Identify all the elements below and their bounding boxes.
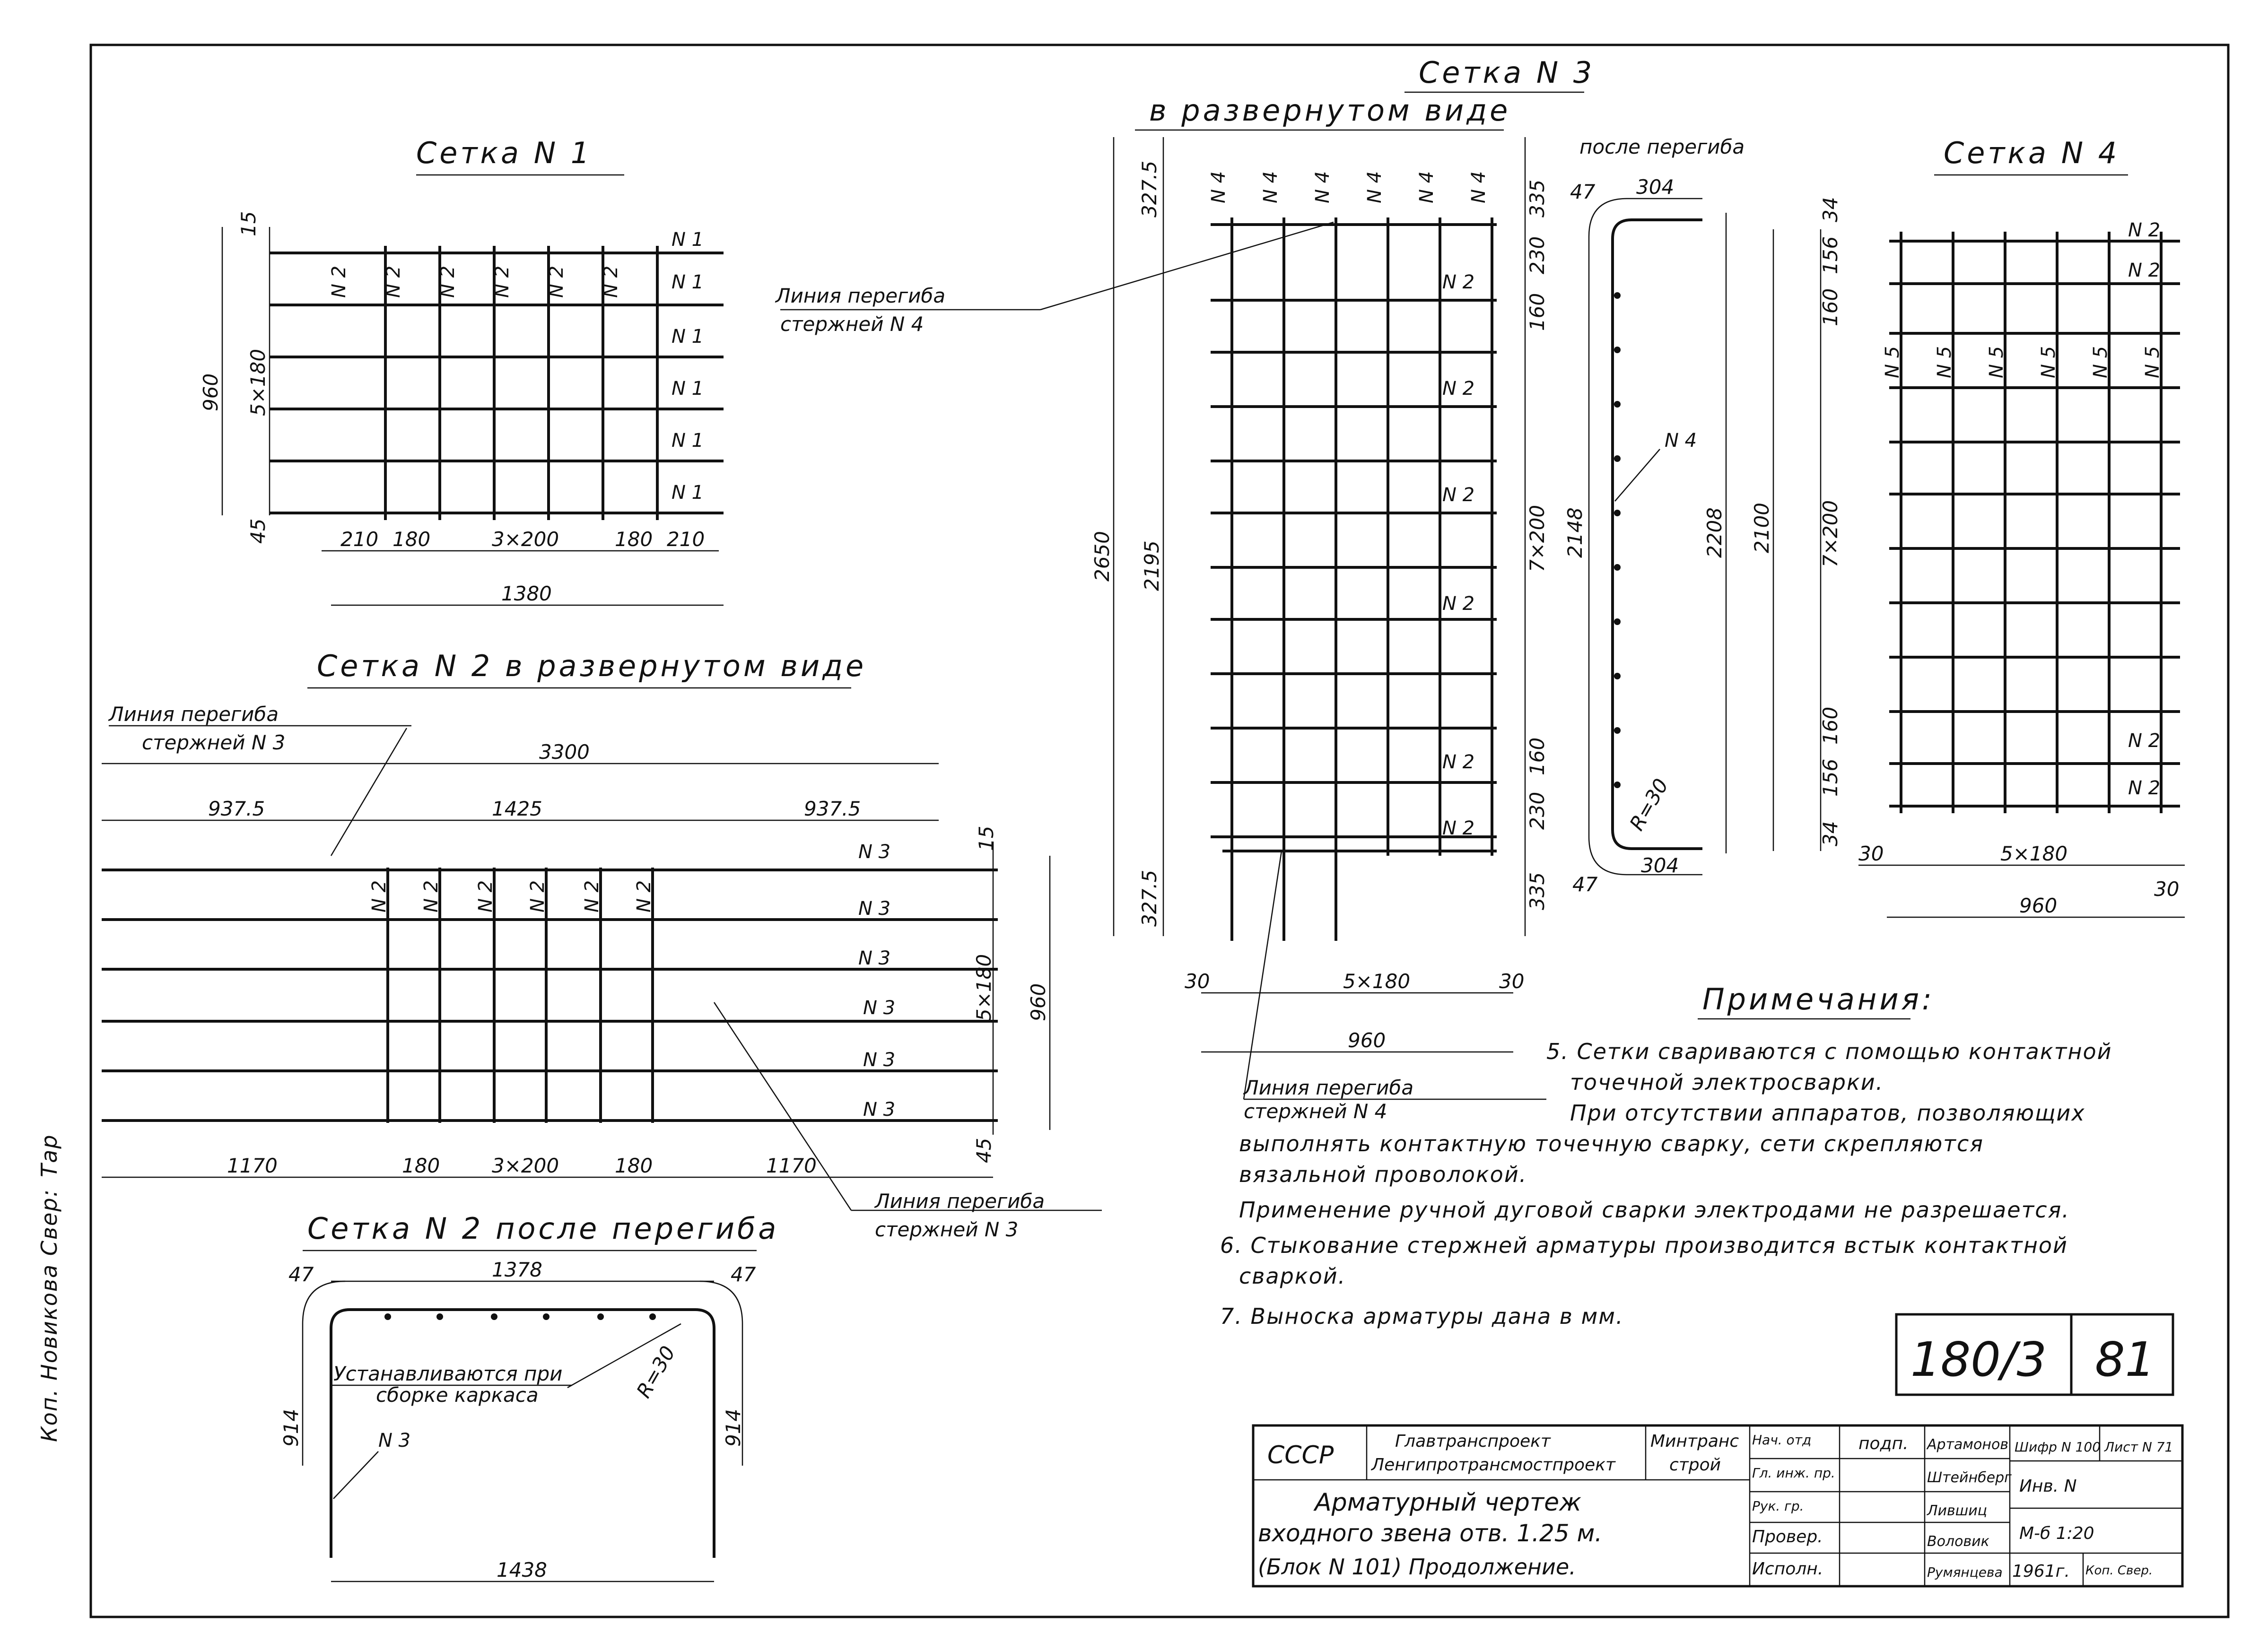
mesh-3-mark-h6: N 2 <box>1442 817 1475 839</box>
mesh-3-mark-t3: N 4 <box>1312 171 1334 203</box>
mesh-2-bend-leader-2 <box>714 1002 851 1210</box>
mesh-2-mark-h6: N 3 <box>863 1099 896 1121</box>
tb-inv-label: Инв. N <box>2019 1477 2077 1496</box>
mesh-4-title: Сетка N 4 <box>1944 136 2120 170</box>
mesh-2-mark-h4: N 3 <box>863 997 896 1019</box>
mesh-1-dim-b4: 180 <box>615 528 653 551</box>
mesh-3-mark-h2: N 2 <box>1442 378 1475 400</box>
mesh-4-mark-v5: N 5 <box>2090 346 2111 378</box>
signature-mark: Тар <box>36 1134 62 1177</box>
mesh-2-mark-h2: N 3 <box>858 898 891 920</box>
mesh-3 <box>775 55 1745 1123</box>
mesh-2-bent-title: Сетка N 2 после перегиба <box>307 1211 779 1246</box>
tb-title-1: Арматурный чертеж <box>1315 1488 1581 1517</box>
tb-year: 1961г. <box>2012 1562 2070 1581</box>
tb-title-2: входного звена отв. 1.25 м. <box>1258 1520 1603 1547</box>
mesh-2-mark-v6: N 2 <box>633 880 655 912</box>
tb-ministry-2: строй <box>1669 1455 1721 1475</box>
mesh-3-subtitle-unfolded: в развернутом виде <box>1149 93 1511 128</box>
note-line-9: 7. Выноска арматуры дана в мм. <box>1220 1303 1624 1329</box>
tb-country: СССР <box>1267 1441 1334 1469</box>
mesh-4-dim-b1: 30 <box>1858 842 1884 865</box>
mesh-3-dim-r1: 335 <box>1526 179 1549 217</box>
mesh-1-mark-h2: N 1 <box>672 271 704 293</box>
tb-scale: М-б 1:20 <box>2019 1524 2094 1543</box>
mesh-2-dim-total: 3300 <box>539 740 590 764</box>
mesh-3-dim-l3: 327.5 <box>1138 869 1161 927</box>
mesh-1-dim-b1: 210 <box>340 528 379 551</box>
side-label-text: Коп. Новикова Свер: <box>36 1189 62 1442</box>
mesh-2-bent-dim-r-left: 47 <box>288 1263 314 1286</box>
mesh-2-bent-dim-right-text: 914 <box>722 1408 745 1447</box>
mesh-1-mark-h1: N 1 <box>672 229 704 251</box>
mesh-4-mark-v1: N 5 <box>1882 346 1903 378</box>
mesh-3-bend-label2-1: Линия перегиба <box>1244 1076 1414 1099</box>
mesh-2-dim-b1: 1170 <box>227 1154 278 1177</box>
mesh-2-weld-dot <box>543 1313 550 1320</box>
mesh-2-mark-h3: N 3 <box>858 947 891 969</box>
mesh-3-dim-width: 960 <box>1348 1029 1386 1052</box>
mesh-3-dim-r2: 230 <box>1526 236 1549 274</box>
mesh-2-bend-label2-1: Линия перегиба <box>875 1190 1045 1213</box>
mesh-3-bent-height-left: 2148 <box>1563 507 1587 558</box>
mesh-4-mark-v3: N 5 <box>1986 346 2007 378</box>
mesh-2-weld-dot <box>384 1313 391 1320</box>
tb-sign-col: подп. <box>1858 1434 1909 1453</box>
mesh-3-dim-r5: 160 <box>1526 737 1549 775</box>
mesh-2-bent-note-2: сборке каркаса <box>376 1383 539 1407</box>
tb-role-4: Провер. <box>1752 1527 1823 1546</box>
mesh-3-dim-l1: 327.5 <box>1138 160 1161 217</box>
note-line-3: При отсутствии аппаратов, позволяющих <box>1570 1100 2085 1126</box>
mesh-4-mark-h3: N 2 <box>2128 730 2161 752</box>
mesh-3-dim-b2: 5×180 <box>1343 970 1411 993</box>
mesh-3-bend-label2-2: стержней N 4 <box>1244 1100 1387 1123</box>
mesh-3-weld-dot <box>1614 292 1621 299</box>
mesh-3-mark-t1: N 4 <box>1208 171 1230 203</box>
mesh-3-dim-r4: 7×200 <box>1526 504 1549 572</box>
mesh-4-dim-l5: 160 <box>1819 706 1842 745</box>
mesh-1-mark-h6: N 1 <box>672 482 704 504</box>
mesh-1-title: Сетка N 1 <box>416 136 593 170</box>
mesh-1-dim-b3: 3×200 <box>492 528 559 551</box>
mesh-2-dim-b3: 3×200 <box>492 1154 559 1177</box>
mesh-3-bent-dim-outline <box>1589 199 1702 875</box>
mesh-4-dim-b3: 30 <box>2154 877 2180 901</box>
mesh-3-bent-weld-dots <box>1614 292 1621 788</box>
mesh-3-mark-h3: N 2 <box>1442 484 1475 506</box>
side-label <box>36 1134 62 1442</box>
mesh-4-dim-l2: 156 <box>1819 236 1842 274</box>
mesh-4-vertical-bars <box>1901 232 2161 813</box>
mesh-3-bend-leader2 <box>1244 851 1282 1099</box>
tb-org-2: Ленгипротрансмостпроект <box>1371 1455 1615 1475</box>
mesh-2-mark-v4: N 2 <box>527 880 549 912</box>
mesh-4-mark-v2: N 5 <box>1934 346 1955 378</box>
mesh-3-mark-t2: N 4 <box>1260 171 1282 203</box>
mesh-2-bend-leader <box>331 728 407 856</box>
mesh-3-bent-dim-top: 304 <box>1636 175 1675 199</box>
mesh-3-mark-t4: N 4 <box>1364 171 1386 203</box>
note-line-5: вязальной проволокой. <box>1239 1162 1527 1187</box>
mesh-3-mark-h5: N 2 <box>1442 751 1475 773</box>
tb-org-1: Главтранспроект <box>1395 1432 1551 1451</box>
mesh-3-weld-dot <box>1614 673 1621 679</box>
mesh-1-mark-h5: N 1 <box>672 430 704 452</box>
mesh-2-weld-dot <box>491 1313 497 1320</box>
mesh-3-title: Сетка N 3 <box>1419 55 1595 90</box>
mesh-1-mark-v1: N 2 <box>328 265 350 298</box>
mesh-2-weld-dot <box>597 1313 604 1320</box>
mesh-3-weld-dot <box>1614 347 1621 353</box>
title-block <box>1253 1425 2182 1586</box>
mesh-3-dim-b1: 30 <box>1185 970 1210 993</box>
mesh-3-bent-bar-leader <box>1615 449 1660 501</box>
mesh-3-bent-dim-r-top: 47 <box>1570 180 1596 203</box>
sheet-number-stamp <box>1896 1314 2173 1395</box>
mesh-3-weld-dot <box>1614 782 1621 788</box>
mesh-2-mark-v2: N 2 <box>420 880 442 912</box>
mesh-3-weld-dot <box>1614 510 1621 516</box>
note-line-1: 5. Сетки свариваются с помощью контактной <box>1546 1039 2112 1064</box>
tb-ministry-1: Минтранс <box>1650 1432 1739 1451</box>
note-line-8: сваркой. <box>1239 1263 1346 1289</box>
mesh-3-dim-r3: 160 <box>1526 293 1549 331</box>
mesh-2-bent-bar-mark: N 3 <box>378 1430 411 1451</box>
mesh-4-dim-l3: 160 <box>1819 288 1842 326</box>
mesh-3-mark-h1: N 2 <box>1442 271 1475 293</box>
tb-name-3: Лившиц <box>1927 1503 1988 1519</box>
tb-role-3: Рук. гр. <box>1752 1498 1804 1514</box>
stamp-number-left: 180/3 <box>1910 1332 2047 1387</box>
mesh-4-mark-h1: N 2 <box>2128 219 2161 241</box>
mesh-4-horizontal-bars <box>1889 241 2180 806</box>
mesh-3-weld-dot <box>1614 564 1621 571</box>
mesh-2-mark-h5: N 3 <box>863 1049 896 1071</box>
mesh-3-mark-h4: N 2 <box>1442 593 1475 615</box>
mesh-2-bent-dim-left-text: 914 <box>279 1408 303 1447</box>
mesh-1-mark-h3: N 1 <box>672 326 704 348</box>
mesh-2-bend-label-2: стержней N 3 <box>142 731 286 754</box>
mesh-3-subtitle-bent: после перегиба <box>1579 135 1745 158</box>
mesh-1-mark-h4: N 1 <box>672 378 704 400</box>
mesh-4-dim-l1: 34 <box>1819 197 1842 222</box>
mesh-3-bent-bar <box>1613 220 1702 849</box>
stamp-number-right: 81 <box>2095 1332 2155 1387</box>
mesh-3-weld-dot <box>1614 727 1621 734</box>
mesh-2-mark-h1: N 3 <box>858 841 891 863</box>
mesh-2-dim-r1: 15 <box>975 825 998 851</box>
tb-role-2: Гл. инж. пр. <box>1752 1465 1835 1481</box>
mesh-4-dim-b2: 5×180 <box>2000 842 2068 865</box>
mesh-1-dim-l2: 5×180 <box>246 348 270 416</box>
mesh-2-bend-label-1: Линия перегиба <box>109 703 279 726</box>
mesh-1-mark-v5: N 2 <box>546 265 567 298</box>
mesh-1-mark-v3: N 2 <box>437 265 459 298</box>
mesh-3-dim-l2: 2195 <box>1140 540 1163 591</box>
mesh-3-bend-label-2: стержней N 4 <box>780 313 924 336</box>
mesh-4-mark-v4: N 5 <box>2038 346 2059 378</box>
mesh-4-mark-h2: N 2 <box>2128 260 2161 281</box>
mesh-1-mark-v2: N 2 <box>383 265 404 298</box>
mesh-2-dim-b2: 180 <box>402 1154 440 1177</box>
mesh-2-bend-label2-2: стержней N 3 <box>875 1218 1019 1241</box>
mesh-2-unfolded <box>102 649 1102 1241</box>
mesh-2-bent-radius: R=30 <box>632 1342 680 1402</box>
mesh-2-mark-v1: N 2 <box>368 880 390 912</box>
mesh-3-bent-dim-bottom: 304 <box>1641 854 1679 877</box>
mesh-2-mark-v5: N 2 <box>581 880 603 912</box>
mesh-1-dim-l1: 15 <box>237 211 260 236</box>
tb-name-2: Штейнберг <box>1927 1469 2012 1486</box>
mesh-4-dim-l4: 7×200 <box>1819 500 1842 567</box>
mesh-4-dim-width: 960 <box>2019 894 2058 917</box>
mesh-3-bend-label-1: Линия перегиба <box>776 284 946 307</box>
mesh-1 <box>199 136 724 605</box>
mesh-2-bent-note-1: Устанавливаются при <box>333 1362 563 1385</box>
mesh-1-dim-height: 960 <box>199 373 222 411</box>
tb-code-label: Шифр N 100 <box>2015 1439 2101 1455</box>
mesh-2-bent-dim-top-text: 1378 <box>492 1258 542 1281</box>
note-line-7: 6. Стыкование стержней арматуры производится встык контактной <box>1220 1233 2068 1258</box>
tb-copy-check: Коп. Свер. <box>2085 1564 2153 1578</box>
mesh-1-dim-b2: 180 <box>393 528 431 551</box>
mesh-3-bent-height-right: 2208 <box>1703 507 1726 558</box>
mesh-3-weld-dot <box>1614 455 1621 462</box>
mesh-4-dim-l7: 34 <box>1819 821 1842 846</box>
tb-name-5: Румянцева <box>1927 1564 2003 1580</box>
mesh-2-weld-dot <box>649 1313 656 1320</box>
mesh-4 <box>1750 136 2185 917</box>
mesh-2-bent-dim-bottom-text: 1438 <box>497 1558 547 1581</box>
mesh-3-bent-bar-mark: N 4 <box>1665 430 1697 452</box>
mesh-3-mark-t5: N 4 <box>1416 171 1438 203</box>
mesh-1-mark-v6: N 2 <box>600 265 622 298</box>
tb-name-1: Артамонов <box>1927 1436 2009 1453</box>
mesh-4-dim-l6: 156 <box>1819 758 1842 797</box>
mesh-2-dim-r2: 5×180 <box>972 954 995 1021</box>
mesh-3-dim-r6: 230 <box>1526 791 1549 830</box>
mesh-1-dim-b5: 210 <box>667 528 705 551</box>
mesh-4-mark-h4: N 2 <box>2128 777 2161 799</box>
mesh-3-bent-radius: R=30 <box>1625 774 1673 834</box>
mesh-2-dim-b4: 180 <box>615 1154 653 1177</box>
mesh-2-dim-r3: 45 <box>972 1138 995 1163</box>
mesh-2-mark-v3: N 2 <box>475 880 497 912</box>
mesh-3-weld-dot <box>1614 618 1621 625</box>
tb-title-3: (Блок N 101) Продолжение. <box>1258 1554 1576 1580</box>
mesh-1-dim-l3: 45 <box>246 518 270 544</box>
mesh-3-dim-total: 2650 <box>1090 531 1114 582</box>
mesh-2-dim-t1: 937.5 <box>208 797 265 820</box>
tb-name-4: Воловик <box>1927 1533 1989 1550</box>
mesh-2-bent-bar-leader <box>333 1451 378 1499</box>
mesh-2-title: Сетка N 2 в развернутом виде <box>317 649 867 683</box>
mesh-4-mark-v6: N 5 <box>2142 346 2163 378</box>
tb-sheet-label: Лист N 71 <box>2104 1439 2173 1455</box>
mesh-2-bent-dim-r-right: 47 <box>731 1263 756 1286</box>
note-line-2: точечной электросварки. <box>1570 1069 1884 1095</box>
mesh-2-bent-weld-dots <box>384 1313 656 1320</box>
mesh-3-dim-r7: 335 <box>1526 872 1549 910</box>
tb-role-1: Нач. отд <box>1752 1432 1812 1448</box>
mesh-3-dim-b3: 30 <box>1499 970 1525 993</box>
mesh-2-dim-height: 960 <box>1027 983 1050 1021</box>
mesh-1-dim-total: 1380 <box>501 582 552 605</box>
mesh-2-weld-dot <box>436 1313 443 1320</box>
mesh-3-bent-dim-r-bottom: 47 <box>1572 873 1598 896</box>
notes-heading: Примечания: <box>1702 982 1935 1016</box>
note-line-6: Применение ручной дуговой сварки электродами не разрешается. <box>1239 1197 2070 1223</box>
mesh-2-dim-t3: 937.5 <box>804 797 861 820</box>
note-line-4: выполнять контактную точечную сварку, сети скрепляются <box>1239 1131 1984 1156</box>
mesh-3-weld-dot <box>1614 401 1621 408</box>
mesh-3-mark-t6: N 4 <box>1468 171 1490 203</box>
mesh-1-mark-v4: N 2 <box>491 265 513 298</box>
mesh-4-dim-height: 2100 <box>1750 503 1773 553</box>
mesh-2-bent <box>279 1211 779 1581</box>
tb-role-5: Исполн. <box>1752 1559 1823 1579</box>
mesh-2-dim-b5: 1170 <box>766 1154 817 1177</box>
mesh-2-dim-t2: 1425 <box>492 797 542 820</box>
mesh-3-bend-leader <box>1040 222 1334 310</box>
